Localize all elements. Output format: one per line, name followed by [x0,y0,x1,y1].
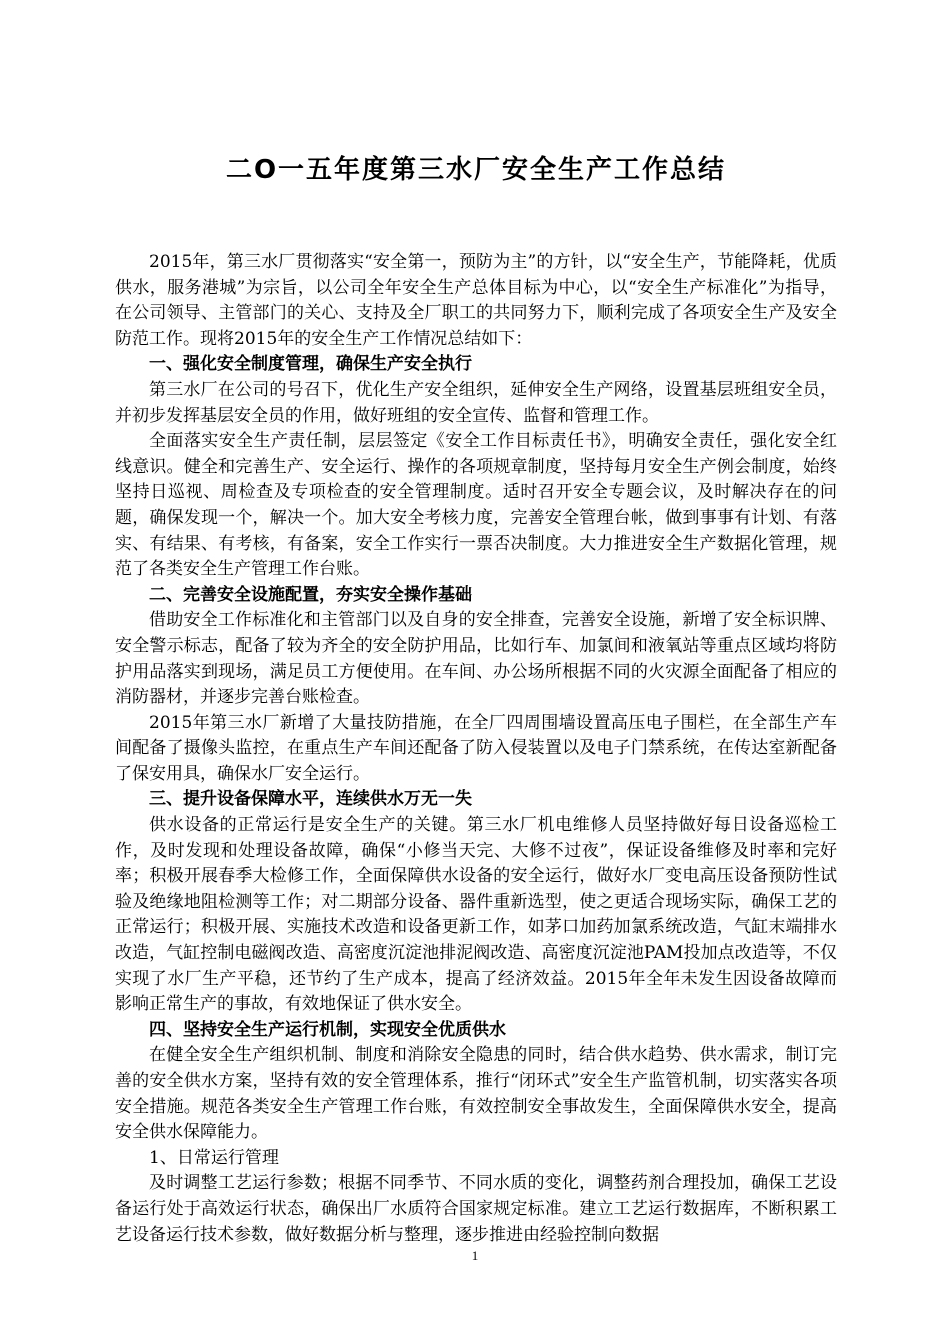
section-heading: 四、坚持安全生产运行机制，实现安全优质供水 [149,1019,506,1040]
section-heading: 三、提升设备保障水平，连续供水万无一失 [149,789,472,810]
body-paragraph: 借助安全工作标准化和主管部门以及自身的安全排查，完善安全设施，新增了安全标识牌、安全警示标志，配备了较为齐全的安全防护用品，比如行车、加氯间和液氧站等重点区域均将防护用品落实到现场，满足员工方便使用。在车间、办公场所根据不同的火灾源全面配备了相应的消防器材，并逐步完善台账检查。 [115,610,837,708]
body-paragraph: 及时调整工艺运行参数；根据不同季节、不同水质的变化，调整药剂合理投加，确保工艺设备运行处于高效运行状态，确保出厂水质符合国家规定标准。建立工艺运行数据库，不断积累工艺设备运行技术参数，做好数据分析与整理，逐步推进由经验控制向数据 [115,1173,837,1245]
body-paragraph: 供水设备的正常运行是安全生产的关键。第三水厂机电维修人员坚持做好每日设备巡检工作，及时发现和处理设备故障，确保“小修当天完、大修不过夜”，保证设备维修及时率和完好率；积极开展春季大检修工作，全面保障供水设备的安全运行，做好水厂变电高压设备预防性试验及绝缘地阻检测等工作；对二期部分设备、器件重新选型，使之更适合现场实际，确保工艺的正常运行；积极开展、实施技术改造和设备更新工作，如茅口加药加氯系统改造，气缸末端排水改造，气缸控制电磁阀改造、高密度沉淀池排泥阀改造、高密度沉淀池PAM投加点改造等，不仅实现了水厂生产平稳，还节约了生产成本，提高了经济效益。2015年全年未发生因设备故障而影响正常生产的事故，有效地保证了供水安全。 [115,815,837,1015]
body-paragraph: 2015年第三水厂新增了大量技防措施，在全厂四周围墙设置高压电子围栏，在全部生产车间配备了摄像头监控，在重点生产车间还配备了防入侵装置以及电子门禁系统，在传达室新配备了保安用具，确保水厂安全运行。 [115,712,837,784]
body-paragraph: 在健全安全生产组织机制、制度和消除安全隐患的同时，结合供水趋势、供水需求，制订完善的安全供水方案，坚持有效的安全管理体系，推行“闭环式”安全生产监管机制，切实落实各项安全措施。规范各类安全生产管理工作台账，有效控制安全事故发生，全面保障供水安全，提高安全供水保障能力。 [115,1045,837,1143]
body-paragraph: 全面落实安全生产责任制，层层签定《安全工作目标责任书》，明确安全责任，强化安全红线意识。健全和完善生产、安全运行、操作的各项规章制度，坚持每月安全生产例会制度，始终坚持日巡视、周检查及专项检查的安全管理制度。适时召开安全专题会议，及时解决存在的问题，确保发现一个，解决一个。加大安全考核力度，完善安全管理台帐，做到事事有计划、有落实、有结果、有考核，有备案，安全工作实行一票否决制度。大力推进安全生产数据化管理，规范了各类安全生产管理工作台账。 [115,431,837,580]
page-number: 1 [471,1248,479,1263]
document-page [115,150,837,1248]
body-paragraph: 1、日常运行管理 [149,1147,279,1168]
document-body [115,250,837,1248]
body-paragraph: 2015年，第三水厂贯彻落实“安全第一，预防为主”的方针，以“安全生产，节能降耗，优质供水，服务港城”为宗旨，以公司全年安全生产总体目标为中心，以“安全生产标准化”为指导，在公司领导、主管部门的关心、支持及全厂职工的共同努力下，顺利完成了各项安全生产及安全防范工作。现将2015年的安全生产工作情况总结如下： [115,252,837,349]
section-heading: 一、强化安全制度管理，确保生产安全执行 [149,354,472,375]
section-heading: 二、完善安全设施配置，夯实安全操作基础 [149,584,472,605]
document-title: 二O一五年度第三水厂安全生产工作总结 [225,155,727,185]
body-paragraph: 第三水厂在公司的号召下，优化生产安全组织，延伸安全生产网络，设置基层班组安全员，并初步发挥基层安全员的作用，做好班组的安全宣传、监督和管理工作。 [115,379,837,426]
